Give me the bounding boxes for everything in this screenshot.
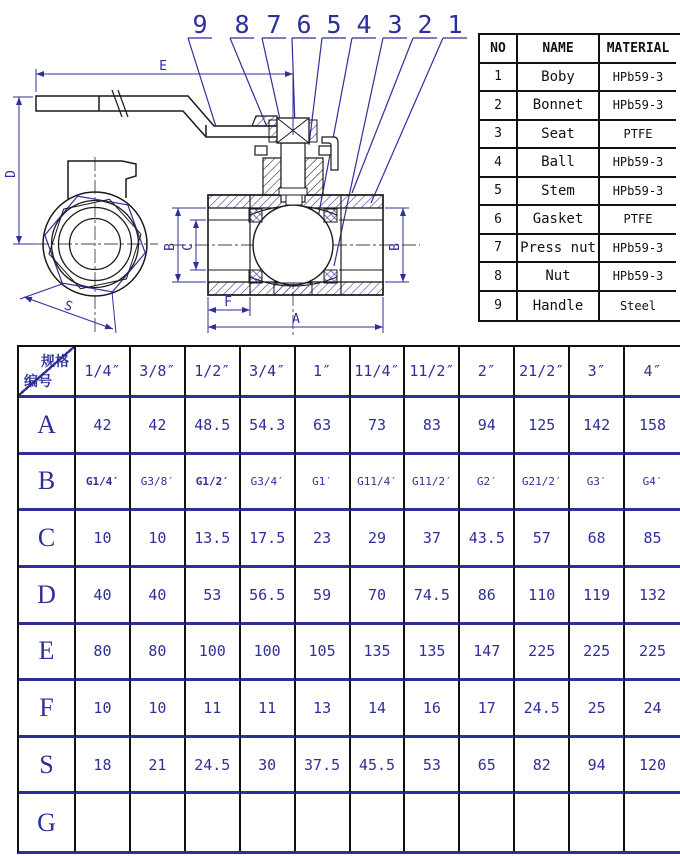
callout-9: 9 xyxy=(192,10,208,39)
spec-header: 4″ xyxy=(625,347,680,398)
dim-value: 10 xyxy=(76,511,131,568)
dim-value xyxy=(460,794,515,851)
dimensions-table xyxy=(17,345,680,854)
dim-label-a: A xyxy=(292,312,300,327)
part-name: Ball xyxy=(518,149,600,178)
dim-value: 10 xyxy=(131,511,186,568)
dim-value: 25 xyxy=(570,681,625,738)
callout-8: 8 xyxy=(234,10,250,39)
dim-row-label-g: G xyxy=(19,794,76,851)
dim-value: 11 xyxy=(241,681,296,738)
part-no: 6 xyxy=(480,206,518,235)
dim-value xyxy=(405,794,460,851)
corner-label-spec: 规格 xyxy=(41,354,69,370)
dim-value: 225 xyxy=(625,625,680,682)
dim-value: 24.5 xyxy=(515,681,570,738)
callout-7: 7 xyxy=(266,10,282,39)
dim-value: 23 xyxy=(296,511,351,568)
dim-value: 73 xyxy=(351,398,406,455)
dim-value: 14 xyxy=(351,681,406,738)
dim-value: G1′ xyxy=(296,455,351,512)
dim-value: 40 xyxy=(131,568,186,625)
part-name: Gasket xyxy=(518,206,600,235)
callout-6: 6 xyxy=(296,10,312,39)
dim-value: 11 xyxy=(186,681,241,738)
dim-value: 24.5 xyxy=(186,738,241,795)
part-material: HPb59-3 xyxy=(600,149,676,178)
dim-row-label-f: F xyxy=(19,681,76,738)
spec-header: 1/2″ xyxy=(186,347,241,398)
dim-value: 42 xyxy=(131,398,186,455)
handle-side-view xyxy=(36,90,280,137)
dim-value: 135 xyxy=(351,625,406,682)
dim-value: 94 xyxy=(460,398,515,455)
dim-value: 100 xyxy=(241,625,296,682)
dim-value: 65 xyxy=(460,738,515,795)
dim-row-label-a: A xyxy=(19,398,76,455)
ball xyxy=(253,205,333,285)
spec-header: 11/4″ xyxy=(351,347,406,398)
dim-value: 37.5 xyxy=(296,738,351,795)
dim-value: 94 xyxy=(570,738,625,795)
spec-header: 1/4″ xyxy=(76,347,131,398)
dim-value xyxy=(186,794,241,851)
dim-value: 17 xyxy=(460,681,515,738)
dim-value: 83 xyxy=(405,398,460,455)
dim-value: 74.5 xyxy=(405,568,460,625)
dim-value: 85 xyxy=(625,511,680,568)
dim-value: 225 xyxy=(570,625,625,682)
spec-header: 3/8″ xyxy=(131,347,186,398)
dim-row-label-c: C xyxy=(19,511,76,568)
spec-header: 3/4″ xyxy=(241,347,296,398)
dim-value: 63 xyxy=(296,398,351,455)
dim-value: 56.5 xyxy=(241,568,296,625)
dim-value: 59 xyxy=(296,568,351,625)
dim-value: 54.3 xyxy=(241,398,296,455)
dim-value: G11/4′ xyxy=(351,455,406,512)
dim-value xyxy=(296,794,351,851)
dim-value: 17.5 xyxy=(241,511,296,568)
dim-value: 86 xyxy=(460,568,515,625)
spec-header: 3″ xyxy=(570,347,625,398)
part-material: PTFE xyxy=(600,121,676,150)
dim-value: 147 xyxy=(460,625,515,682)
part-name: Stem xyxy=(518,178,600,207)
dim-value: 53 xyxy=(405,738,460,795)
dim-value: 18 xyxy=(76,738,131,795)
spec-header: 2″ xyxy=(460,347,515,398)
part-name: Seat xyxy=(518,121,600,150)
part-material: Steel xyxy=(619,298,657,313)
dim-value: G4′ xyxy=(625,455,680,512)
callout-1: 1 xyxy=(447,10,463,39)
valve-section-view xyxy=(208,116,383,295)
dim-value: 135 xyxy=(405,625,460,682)
dim-value: 10 xyxy=(131,681,186,738)
dim-value: G3/4′ xyxy=(241,455,296,512)
dim-value xyxy=(515,794,570,851)
dim-value: 119 xyxy=(570,568,625,625)
part-no: 1 xyxy=(480,64,518,93)
dim-value: G3′ xyxy=(570,455,625,512)
dim-value: 100 xyxy=(186,625,241,682)
part-no: 3 xyxy=(480,121,518,150)
parts-table xyxy=(478,33,680,322)
dim-value: 16 xyxy=(405,681,460,738)
dim-value: 80 xyxy=(131,625,186,682)
dim-value: 68 xyxy=(570,511,625,568)
dim-value: 48.5 xyxy=(186,398,241,455)
callout-3: 3 xyxy=(387,10,403,39)
dim-value: 30 xyxy=(241,738,296,795)
bonnet xyxy=(263,158,281,195)
part-name: Nut xyxy=(518,263,600,292)
dim-value: 42 xyxy=(76,398,131,455)
callout-4: 4 xyxy=(356,10,372,39)
dim-value: 29 xyxy=(351,511,406,568)
dim-value: 57 xyxy=(515,511,570,568)
spec-header: 1″ xyxy=(296,347,351,398)
part-material: HPb59-3 xyxy=(600,92,676,121)
part-material: PTFE xyxy=(600,206,676,235)
part-name: Press nut xyxy=(518,235,600,264)
dim-value: 225 xyxy=(515,625,570,682)
dim-value: 105 xyxy=(296,625,351,682)
dim-value: G1/2′ xyxy=(186,455,241,512)
dim-value: 24 xyxy=(625,681,680,738)
part-no: 2 xyxy=(480,92,518,121)
dim-value xyxy=(76,794,131,851)
dim-label-e: E xyxy=(159,59,167,74)
dim-value: 125 xyxy=(515,398,570,455)
dim-value: 53 xyxy=(186,568,241,625)
part-no: 9 xyxy=(480,292,518,321)
part-no: 7 xyxy=(480,235,518,264)
dim-label-f: F xyxy=(224,295,232,310)
dim-value: 10 xyxy=(76,681,131,738)
part-material: HPb59-3 xyxy=(600,64,676,93)
dim-value: 70 xyxy=(351,568,406,625)
seat xyxy=(249,209,262,222)
parts-header-no: NO xyxy=(480,35,518,64)
part-material: HPb59-3 xyxy=(600,263,676,292)
parts-header-name: NAME xyxy=(518,35,600,64)
dim-value: G2′ xyxy=(460,455,515,512)
dim-value: 132 xyxy=(625,568,680,625)
part-no: 5 xyxy=(480,178,518,207)
spec-header: 11/2″ xyxy=(405,347,460,398)
dim-value: G1/4′ xyxy=(76,455,131,512)
corner-label-number: 编号 xyxy=(24,374,52,390)
dim-value xyxy=(570,794,625,851)
part-name: Handle xyxy=(518,292,600,321)
dim-value: 13.5 xyxy=(186,511,241,568)
part-no: 4 xyxy=(480,149,518,178)
part-material: HPb59-3 xyxy=(600,235,676,264)
dim-value: 21 xyxy=(131,738,186,795)
spec-header: 21/2″ xyxy=(515,347,570,398)
dim-label-d: D xyxy=(4,170,19,178)
part-no: 8 xyxy=(480,263,518,292)
dim-value: 13 xyxy=(296,681,351,738)
part-name: Bonnet xyxy=(518,92,600,121)
dim-value: 142 xyxy=(570,398,625,455)
dim-label-b-right: B xyxy=(388,243,403,251)
dim-label-b-left: B xyxy=(163,243,178,251)
dim-value: G3/8′ xyxy=(131,455,186,512)
callout-numbers xyxy=(192,10,462,39)
parts-header-material: MATERIAL xyxy=(600,35,676,64)
part-material: HPb59-3 xyxy=(600,178,676,207)
dim-row-label-s: S xyxy=(19,738,76,795)
dim-label-c: C xyxy=(181,243,196,251)
dim-value: 80 xyxy=(76,625,131,682)
dim-table-corner-cell xyxy=(19,347,76,398)
dim-value: 82 xyxy=(515,738,570,795)
dim-value: 40 xyxy=(76,568,131,625)
dim-row-label-b: B xyxy=(19,455,76,512)
dim-value: 110 xyxy=(515,568,570,625)
dim-value xyxy=(625,794,680,851)
dim-value: G11/2′ xyxy=(405,455,460,512)
dim-value: 43.5 xyxy=(460,511,515,568)
dim-value: 45.5 xyxy=(351,738,406,795)
gasket xyxy=(279,188,307,195)
dim-value: G21/2′ xyxy=(515,455,570,512)
dim-row-label-d: D xyxy=(19,568,76,625)
callout-2: 2 xyxy=(417,10,433,39)
dim-row-label-e: E xyxy=(19,625,76,682)
dim-value: 120 xyxy=(625,738,680,795)
dim-value: 158 xyxy=(625,398,680,455)
callout-5: 5 xyxy=(326,10,342,39)
part-name: Boby xyxy=(518,64,600,93)
dim-value: 37 xyxy=(405,511,460,568)
dim-value xyxy=(241,794,296,851)
dim-value xyxy=(351,794,406,851)
dim-value xyxy=(131,794,186,851)
dim-label-s: S xyxy=(61,298,75,316)
